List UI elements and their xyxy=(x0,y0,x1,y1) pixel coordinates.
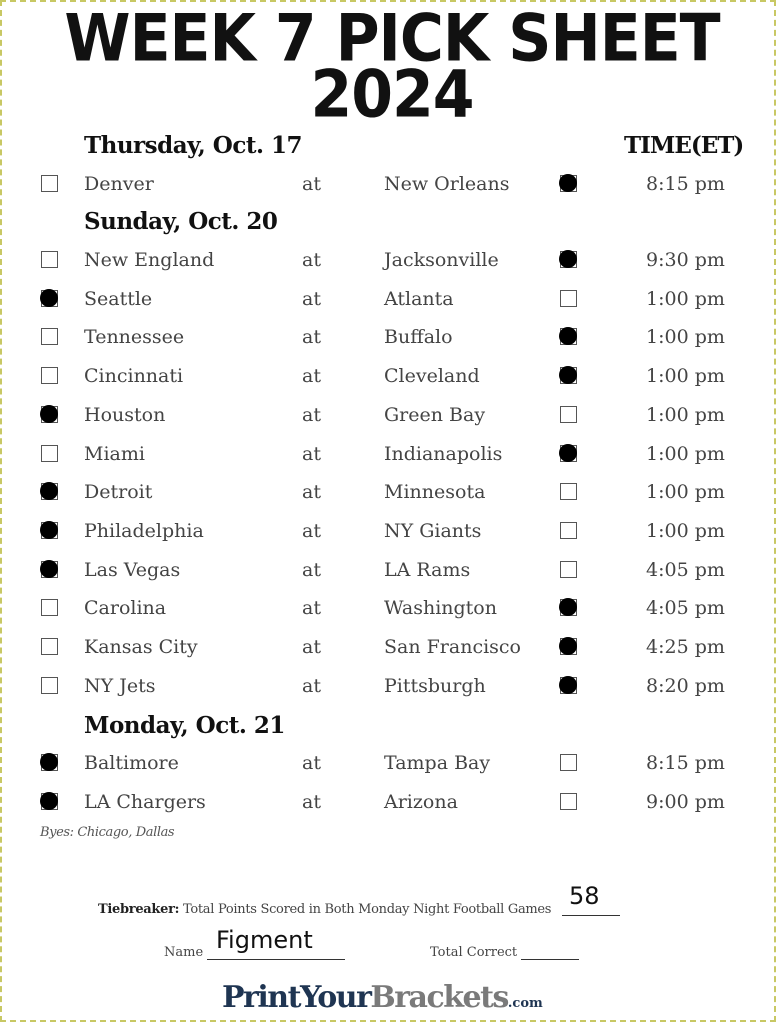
site-logo xyxy=(222,980,543,1015)
away-team: Baltimore xyxy=(84,752,179,774)
name-label: Name xyxy=(164,945,204,960)
name-input-line xyxy=(207,959,345,960)
away-pick-checkbox[interactable] xyxy=(41,754,58,771)
at-label: at xyxy=(302,674,321,697)
away-team: Seattle xyxy=(84,287,153,310)
at-label: at xyxy=(302,287,321,310)
game-row xyxy=(2,748,780,778)
game-row xyxy=(2,400,780,430)
home-pick-checkbox[interactable] xyxy=(560,328,577,345)
home-team: LA Rams xyxy=(384,558,471,581)
tiebreaker-label xyxy=(98,902,551,917)
logo-part-com: .com xyxy=(507,996,543,1011)
away-team: Houston xyxy=(84,403,166,426)
away-pick-checkbox[interactable] xyxy=(41,445,58,462)
home-pick-checkbox[interactable] xyxy=(560,677,577,694)
game-row xyxy=(2,284,780,314)
home-pick-checkbox[interactable] xyxy=(560,175,577,192)
home-team: Buffalo xyxy=(384,326,453,349)
away-team: Denver xyxy=(84,173,154,195)
game-time: 1:00 pm xyxy=(646,365,725,388)
at-label: at xyxy=(302,636,321,658)
home-team: San Francisco xyxy=(384,636,521,658)
away-team: Miami xyxy=(84,442,145,465)
at-label: at xyxy=(302,403,321,426)
game-time: 1:00 pm xyxy=(646,442,725,465)
home-team: New Orleans xyxy=(384,173,510,195)
logo-part-your: Your xyxy=(299,980,371,1015)
at-label: at xyxy=(302,249,321,271)
at-label: at xyxy=(302,173,321,195)
game-time: 9:30 pm xyxy=(646,249,725,271)
home-team: Tampa Bay xyxy=(384,752,491,774)
away-team: Las Vegas xyxy=(84,558,181,581)
home-team: Pittsburgh xyxy=(384,674,486,697)
away-pick-checkbox[interactable] xyxy=(41,599,58,616)
home-team: Indianapolis xyxy=(384,442,503,465)
game-time: 8:15 pm xyxy=(646,173,725,195)
home-pick-checkbox[interactable] xyxy=(560,754,577,771)
game-time: 1:00 pm xyxy=(646,481,725,504)
byes-note: Byes: Chicago, Dallas xyxy=(40,825,175,840)
home-pick-checkbox[interactable] xyxy=(560,406,577,423)
at-label: at xyxy=(302,442,321,465)
away-team: Detroit xyxy=(84,481,153,504)
away-pick-checkbox[interactable] xyxy=(41,793,58,810)
home-pick-checkbox[interactable] xyxy=(560,367,577,384)
game-time: 4:05 pm xyxy=(646,597,725,620)
at-label: at xyxy=(302,365,321,388)
game-row xyxy=(2,439,780,469)
away-team: Cincinnati xyxy=(84,365,184,388)
at-label: at xyxy=(302,790,321,813)
at-label: at xyxy=(302,597,321,620)
home-team: Atlanta xyxy=(384,287,454,310)
home-pick-checkbox[interactable] xyxy=(560,251,577,268)
home-pick-checkbox[interactable] xyxy=(560,522,577,539)
total-correct-input[interactable] xyxy=(521,959,579,960)
logo-part-print: Print xyxy=(222,980,300,1015)
game-row xyxy=(2,555,780,585)
home-team: Cleveland xyxy=(384,365,480,388)
tiebreaker-input-line xyxy=(562,915,620,916)
away-pick-checkbox[interactable] xyxy=(41,175,58,192)
away-team: Kansas City xyxy=(84,636,198,658)
logo-part-brackets: Brackets xyxy=(370,980,508,1015)
home-pick-checkbox[interactable] xyxy=(560,793,577,810)
at-label: at xyxy=(302,481,321,504)
away-team: Tennessee xyxy=(84,326,185,349)
at-label: at xyxy=(302,519,321,542)
at-label: at xyxy=(302,326,321,349)
away-pick-checkbox[interactable] xyxy=(41,561,58,578)
day-header: Monday, Oct. 21 xyxy=(84,712,285,739)
tiebreaker-title: Tiebreaker: xyxy=(98,902,180,917)
tiebreaker-text: Total Points Scored in Both Monday Night Football Games xyxy=(183,902,552,917)
game-row xyxy=(2,361,780,391)
home-pick-checkbox[interactable] xyxy=(560,599,577,616)
home-pick-checkbox[interactable] xyxy=(560,483,577,500)
game-row xyxy=(2,169,780,199)
game-time: 4:05 pm xyxy=(646,558,725,581)
time-header: TIME(ET) xyxy=(624,132,744,159)
home-pick-checkbox[interactable] xyxy=(560,290,577,307)
sheet-year: 2024 xyxy=(310,57,474,133)
away-pick-checkbox[interactable] xyxy=(41,328,58,345)
game-time: 1:00 pm xyxy=(646,519,725,542)
home-pick-checkbox[interactable] xyxy=(560,445,577,462)
total-correct-label: Total Correct xyxy=(430,945,518,960)
game-time: 8:20 pm xyxy=(646,674,725,697)
away-team: Carolina xyxy=(84,597,167,620)
away-team: NY Jets xyxy=(84,674,156,697)
tiebreaker-input[interactable]: 58 xyxy=(569,882,600,910)
day-header: Thursday, Oct. 17 xyxy=(84,132,302,159)
away-team: Philadelphia xyxy=(84,519,204,542)
away-pick-checkbox[interactable] xyxy=(41,290,58,307)
away-team: LA Chargers xyxy=(84,790,206,813)
away-pick-checkbox[interactable] xyxy=(41,677,58,694)
away-pick-checkbox[interactable] xyxy=(41,251,58,268)
home-pick-checkbox[interactable] xyxy=(560,638,577,655)
away-pick-checkbox[interactable] xyxy=(41,367,58,384)
away-pick-checkbox[interactable] xyxy=(41,522,58,539)
game-time: 9:00 pm xyxy=(646,790,725,813)
home-team: Arizona xyxy=(384,790,458,813)
game-row xyxy=(2,516,780,546)
game-time: 1:00 pm xyxy=(646,326,725,349)
away-team: New England xyxy=(84,249,215,271)
game-time: 1:00 pm xyxy=(646,287,725,310)
home-team: NY Giants xyxy=(384,519,482,542)
home-pick-checkbox[interactable] xyxy=(560,561,577,578)
at-label: at xyxy=(302,558,321,581)
game-row xyxy=(2,671,780,701)
away-pick-checkbox[interactable] xyxy=(41,483,58,500)
home-team: Washington xyxy=(384,597,497,620)
home-team: Jacksonville xyxy=(384,249,499,271)
game-row xyxy=(2,322,780,352)
game-row xyxy=(2,632,780,662)
game-row xyxy=(2,245,780,275)
home-team: Green Bay xyxy=(384,403,486,426)
away-pick-checkbox[interactable] xyxy=(41,638,58,655)
day-header: Sunday, Oct. 20 xyxy=(84,208,278,235)
at-label: at xyxy=(302,752,321,774)
game-row xyxy=(2,593,780,623)
away-pick-checkbox[interactable] xyxy=(41,406,58,423)
game-time: 4:25 pm xyxy=(646,636,725,658)
sheet-title: WEEK 7 PICK SHEET xyxy=(64,1,720,77)
home-team: Minnesota xyxy=(384,481,486,504)
game-time: 1:00 pm xyxy=(646,403,725,426)
game-row xyxy=(2,477,780,507)
game-row xyxy=(2,787,780,817)
name-input[interactable]: Figment xyxy=(216,926,313,954)
game-time: 8:15 pm xyxy=(646,752,725,774)
